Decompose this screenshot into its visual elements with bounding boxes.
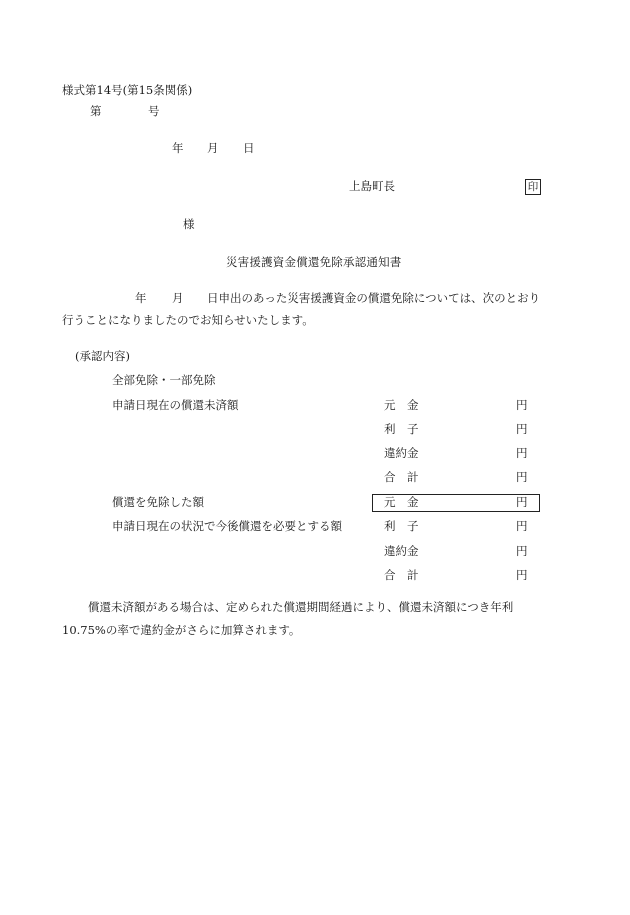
issuer-name: 上島町長 [349, 179, 395, 193]
row-item-principal: 元 金 [384, 495, 419, 509]
doc-number-prefix: 第 [90, 104, 102, 118]
group-label-remaining: 申請日現在の状況で今後償還を必要とする額 [112, 519, 342, 533]
doc-number-suffix: 号 [148, 104, 160, 118]
row-unit: 円 [516, 422, 528, 436]
group-label-outstanding: 申請日現在の償還未済額 [112, 398, 239, 412]
row-item-principal: 元 金 [384, 398, 419, 412]
intro-line2: 行うことになりましたのでお知らせいたします。 [62, 313, 314, 327]
date-day-label: 日 [243, 141, 255, 155]
approval-type: 全部免除・一部免除 [112, 373, 216, 387]
row-unit: 円 [516, 446, 528, 460]
row-item-total: 合 計 [384, 470, 419, 484]
row-item-penalty: 違約金 [384, 544, 419, 558]
group-label-exempted: 償還を免除した額 [112, 495, 204, 509]
row-unit: 円 [516, 398, 528, 412]
date-year-label: 年 [172, 141, 184, 155]
row-item-penalty: 違約金 [384, 446, 419, 460]
intro-line1-rest: 日申出のあった災害援護資金の償還免除については、次のとおり [207, 291, 541, 305]
form-number: 様式第14号(第15条関係) [62, 83, 193, 97]
intro-month: 月 [172, 291, 184, 305]
row-item-total: 合 計 [384, 568, 419, 582]
note-line2: 10.75%の率で違約金がさらに加算されます。 [62, 623, 301, 637]
approval-heading: (承認内容) [75, 349, 130, 363]
intro-year: 年 [135, 291, 147, 305]
date-month-label: 月 [207, 141, 219, 155]
row-unit: 円 [516, 544, 528, 558]
note-line1: 償還未済額がある場合は、定められた償還期間経過により、償還未済額につき年利 [88, 600, 514, 614]
document-title: 災害援護資金償還免除承認通知書 [226, 255, 402, 269]
addressee-honorific: 様 [183, 217, 195, 231]
row-unit: 円 [516, 568, 528, 582]
row-unit: 円 [516, 519, 528, 533]
row-item-interest: 利 子 [384, 519, 419, 533]
row-unit: 円 [516, 470, 528, 484]
seal-mark: 印 [525, 179, 541, 195]
row-unit: 円 [516, 495, 528, 509]
row-item-interest: 利 子 [384, 422, 419, 436]
